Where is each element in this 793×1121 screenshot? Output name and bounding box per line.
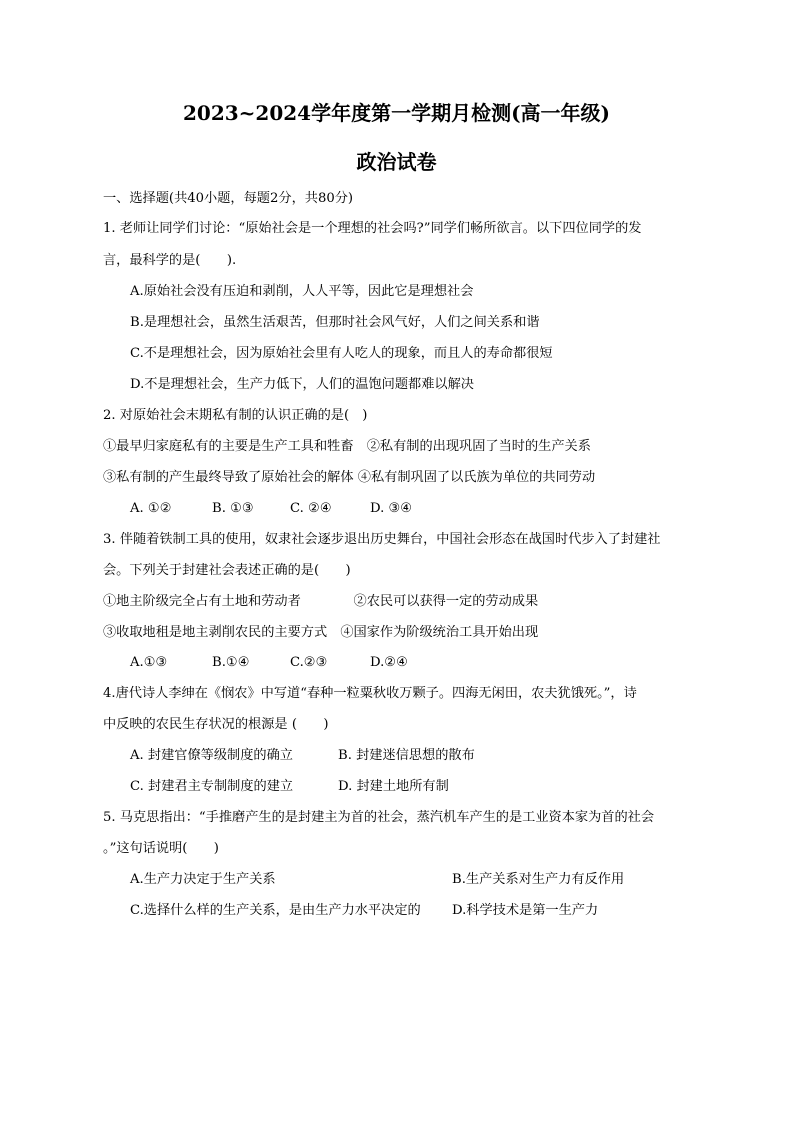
- q5-option-a: A.生产力决定于生产关系: [130, 872, 276, 887]
- q2-statement-line-1: ①最早归家庭私有的主要是生产工具和牲畜 ②私有制的出现巩固了当时的生产关系: [103, 439, 591, 454]
- q5-option-c: C.选择什么样的生产关系，是由生产力水平决定的: [130, 903, 421, 918]
- q4-stem-line-1: 4.唐代诗人李绅在《悯农》中写道“春种一粒粟秋收万颗子。四海无闲田，农夫犹饿死。”，诗: [103, 686, 637, 701]
- exam-subtitle: 政治试卷: [356, 150, 437, 174]
- q3-stem-line-2: 会。下列关于封建社会表述正确的是( ): [103, 563, 351, 578]
- q4-option-a: A. 封建官僚等级制度的确立: [130, 748, 293, 763]
- q1-stem-line-1: 1. 老师让同学们讨论：“原始社会是一个理想的社会吗?”同学们畅所欲言。以下四位同学的发: [103, 221, 642, 236]
- q1-stem-line-2: 言，最科学的是( ).: [103, 253, 237, 268]
- q3-option-a: A.①③: [130, 655, 168, 670]
- q3-option-d: D.②④: [370, 655, 408, 670]
- q5-option-d: D.科学技术是第一生产力: [452, 903, 599, 918]
- q4-stem-line-2: 中反映的农民生存状况的根源是 ( ): [103, 717, 329, 732]
- q4-option-c: C. 封建君主专制制度的建立: [130, 779, 294, 794]
- q2-option-d: D. ③④: [370, 501, 413, 516]
- q3-option-b: B.①④: [212, 655, 250, 670]
- q2-option-b: B. ①③: [212, 501, 254, 516]
- q2-stem-line-1: 2. 对原始社会末期私有制的认识正确的是( ): [103, 408, 368, 423]
- q2-option-a: A. ①②: [130, 501, 172, 516]
- q1-option-b: B.是理想社会，虽然生活艰苦，但那时社会风气好，人们之间关系和谐: [130, 315, 540, 330]
- q3-stem-line-1: 3. 伴随着铁制工具的使用，奴隶社会逐步退出历史舞台，中国社会形态在战国时代步入了封建社: [103, 532, 661, 547]
- exam-title: 2023~2024学年度第一学期月检测(高一年级): [182, 101, 610, 125]
- section-heading: 一、选择题(共40小题，每题2分，共80分): [103, 191, 354, 206]
- q1-option-d: D.不是理想社会，生产力低下，人们的温饱问题都难以解决: [130, 377, 474, 392]
- q1-option-c: C.不是理想社会，因为原始社会里有人吃人的现象，而且人的寿命都很短: [130, 346, 553, 361]
- q2-option-c: C. ②④: [290, 501, 332, 516]
- q5-option-b: B.生产关系对生产力有反作用: [452, 872, 625, 887]
- q5-stem-line-2: 。”这句话说明( ): [103, 841, 219, 856]
- q4-option-d: D. 封建土地所有制: [338, 779, 449, 794]
- q4-option-b: B. 封建迷信思想的散布: [338, 748, 475, 763]
- q3-option-c: C.②③: [290, 655, 328, 670]
- q3-statement-line-1: ①地主阶级完全占有土地和劳动者 ②农民可以获得一定的劳动成果: [103, 594, 539, 609]
- q3-statement-line-2: ③收取地租是地主剥削农民的主要方式 ④国家作为阶级统治工具开始出现: [103, 625, 539, 640]
- q2-statement-line-2: ③私有制的产生最终导致了原始社会的解体 ④私有制巩固了以氏族为单位的共同劳动: [103, 470, 596, 485]
- q1-option-a: A.原始社会没有压迫和剥削，人人平等，因此它是理想社会: [130, 284, 474, 299]
- q5-stem-line-1: 5. 马克思指出：“手推磨产生的是封建主为首的社会，蒸汽机车产生的是工业资本家为首的社会: [103, 810, 655, 825]
